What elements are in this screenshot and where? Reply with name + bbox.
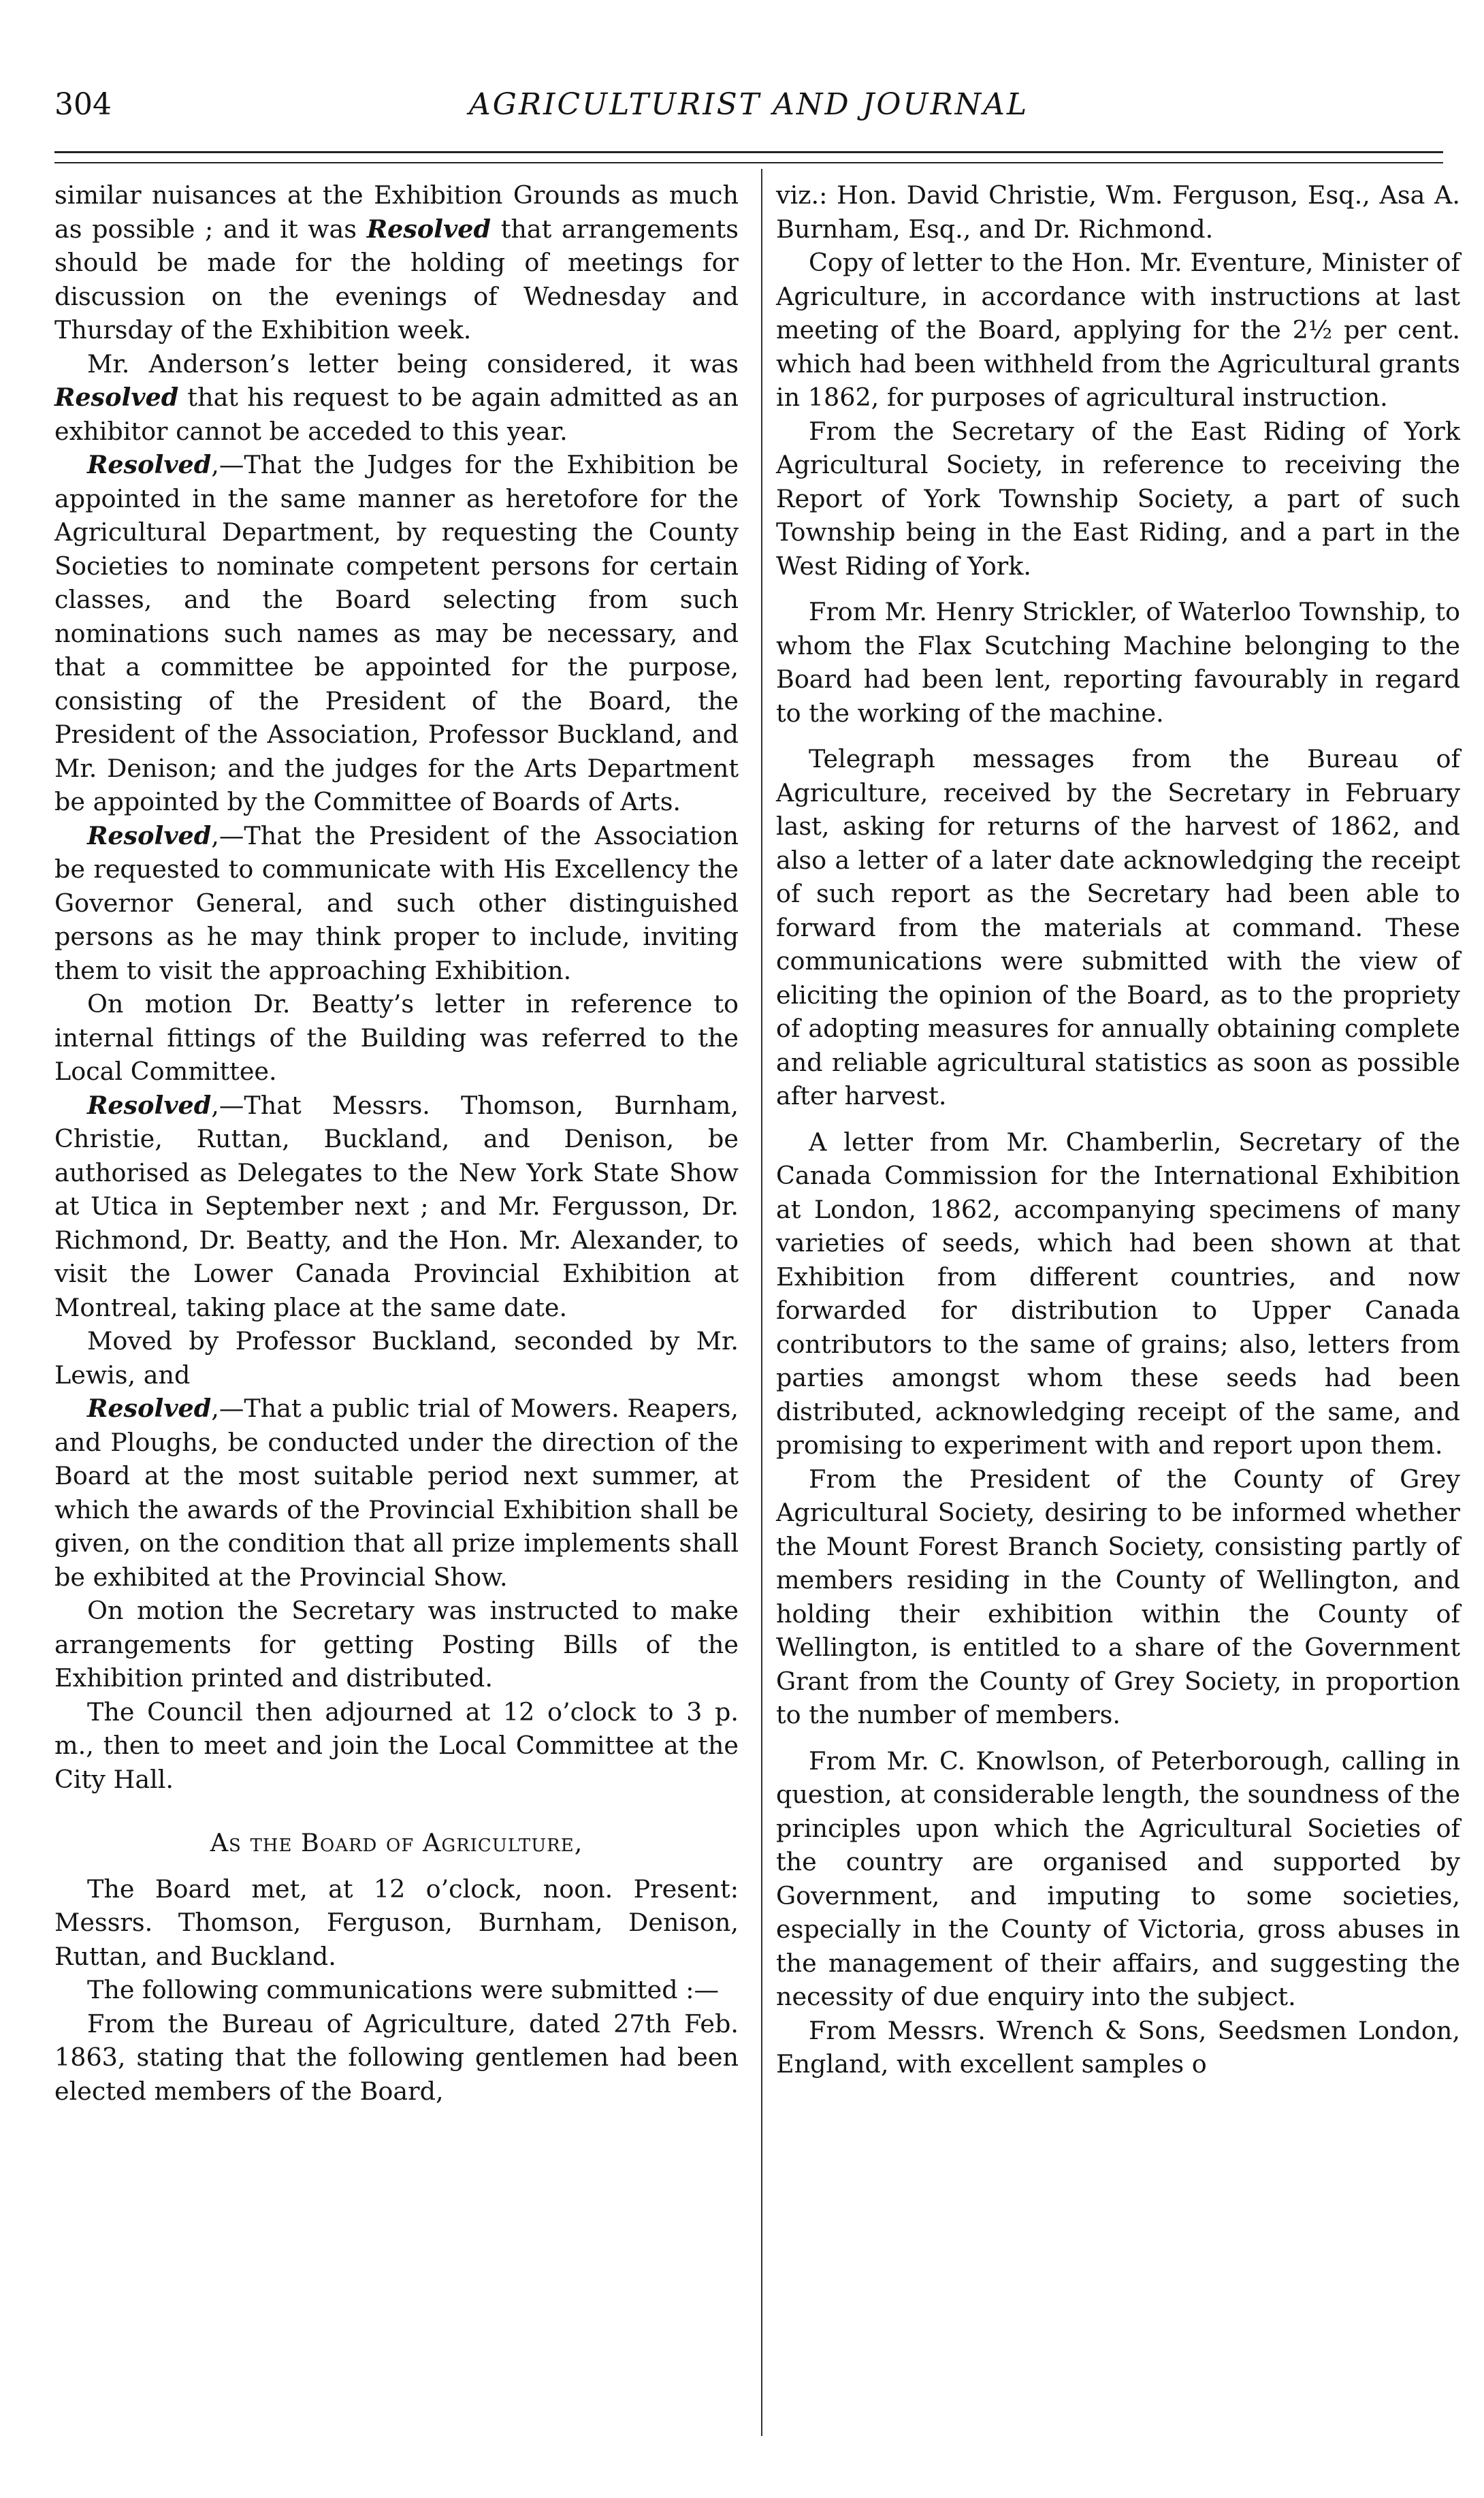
header-rule xyxy=(54,151,1443,153)
page-number: 304 xyxy=(54,87,112,122)
resolved-label: Resolved xyxy=(54,383,179,412)
paragraph: Copy of letter to the Hon. Mr. Eventure, Minister of Agriculture, in accordance with instructions at last meeting of the Board, applying for the 2½ per cent. which had been withheld from the Agricultural grants in 1862, for purposes of agricultural instruction. xyxy=(776,248,1460,412)
left-column xyxy=(54,178,739,2108)
paragraph: From the Bureau of Agriculture, dated 27th Feb. 1863, stating that the following gentlemen had been elected members of the Board, xyxy=(54,2008,739,2106)
paragraph: From Mr. Henry Strickler, of Waterloo Township, to whom the Flax Scutching Machine belonging to the Board had been lent, reporting favourably in regard to the working of the machine. xyxy=(776,597,1460,728)
paragraph: Resolved,—That Messrs. Thomson, Burnham, Christie, Ruttan, Buckland, and Denison, be authorised as Delegates to the New York State Show at Utica in September next ; and Mr. Fergusson, Dr. Richmond, Dr. Beatty, and the Hon. Mr. Alexander, to visit the Lower Canada Provincial Exhibition at Montreal, taking place at the same date. xyxy=(54,1090,739,1322)
paragraph: Resolved,—That the Judges for the Exhibition be appointed in the same manner as heretofore for the Agricultural Department, by requesting the County Societies to nominate competent persons for certain classes, and the Board selecting from such nominations such names as may be necessary, and that a committee be appointed for the purpose, consisting of the President of the Board, the President of the Association, Professor Buckland, and Mr. Denison; and the judges for the Arts Department be appointed by the Committee of Boards of Arts. xyxy=(54,450,739,816)
paragraph: similar nuisances at the Exhibition Grounds as much as possible ; and it was Resolved that arrangements should be made for the holding of meetings for discussion on the evenings of Wednesday and Thursday of the Exhibition week. xyxy=(54,180,739,345)
paragraph: On motion the Secretary was instructed to make arrangements for getting Posting Bills of the Exhibition printed and distributed. xyxy=(54,1596,739,1693)
paragraph: Telegraph messages from the Bureau of Agriculture, received by the Secretary in February last, asking for returns of the harvest of 1862, and also a letter of a later date acknowledging the receipt of such report as the Secretary had been able to forward from the materials at command. These communications were submitted with the view of eliciting the opinion of the Board, as to the propriety of adopting measures for annually obtaining complete and reliable agricultural statistics as soon as possible after harvest. xyxy=(776,744,1460,1110)
paragraph: A letter from Mr. Chamberlin, Secretary of the Canada Commission for the International Exhibition at London, 1862, accompanying specimens of many varieties of seeds, which had been shown at that Exhibition from different countries, and now forwarded for distribution to Upper Canada contributors to the same of grains; also, letters from parties amongst whom these seeds had been distributed, acknowledging receipt of the same, and promising to experiment with and report upon them. xyxy=(776,1127,1460,1460)
header-rule-secondary xyxy=(54,162,1443,163)
running-title: AGRICULTURIST AND JOURNAL xyxy=(468,87,1029,122)
paragraph: Resolved,—That the President of the Association be requested to communicate with His Excellency the Governor General, and such other distinguished persons as he may think proper to include, inviting them to visit the approaching Exhibition. xyxy=(54,820,739,985)
paragraph: From the Secretary of the East Riding of York Agricultural Society, in reference to receiving the Report of York Township Society, a part of such Township being in the East Riding, and a part in the West Riding of York. xyxy=(776,416,1460,581)
paragraph: From the President of the County of Grey Agricultural Society, desiring to be informed whether the Mount Forest Branch Society, consisting partly of members residing in the County of Wellington, and holding their exhibition within the County of Wellington, is entitled to a share of the Government Grant from the County of Grey Society, in proportion to the number of members. xyxy=(776,1464,1460,1729)
page-header xyxy=(54,87,1443,128)
paragraph: Resolved,—That a public trial of Mowers. Reapers, and Ploughs, be conducted under the direction of the Board at the most suitable period next summer, at which the awards of the Provincial Exhibition shall be given, on the condition that all prize implements shall be exhibited at the Provincial Show. xyxy=(54,1394,739,1592)
paragraph: Mr. Anderson’s letter being considered, it was Resolved that his request to be again admitted as an exhibitor cannot be acceded to this year. xyxy=(54,349,739,446)
paragraph: The following communications were submitted :— xyxy=(87,1975,720,2004)
resolved-label: Resolved xyxy=(87,820,212,850)
resolved-label: Resolved xyxy=(366,214,491,244)
paragraph: On motion Dr. Beatty’s letter in reference to internal fittings of the Building was referred to the Local Committee. xyxy=(54,989,739,1086)
resolved-label: Resolved xyxy=(87,1090,212,1120)
paragraph: viz.: Hon. David Christie, Wm. Ferguson, Esq., Asa A. Burnham, Esq., and Dr. Richmond. xyxy=(776,180,1460,244)
paragraph: The Council then adjourned at 12 o’clock to 3 p. m., then to meet and join the Local Committee at the City Hall. xyxy=(54,1697,739,1794)
right-column xyxy=(776,178,1460,2081)
section-heading: As the Board of Agriculture, xyxy=(210,1828,583,1857)
paragraph: From Messrs. Wrench & Sons, Seedsmen London, England, with excellent samples o xyxy=(776,2015,1460,2079)
column-divider xyxy=(761,169,762,2436)
resolved-label: Resolved xyxy=(87,450,212,479)
paragraph: From Mr. C. Knowlson, of Peterborough, calling in question, at considerable length, the soundness of the principles upon which the Agricultural Societies of the country are organised and supported by Government, and imputing to some societies, especially in the County of Victoria, gross abuses in the management of their affairs, and suggesting the necessity of due enquiry into the subject. xyxy=(776,1746,1460,2011)
resolved-label: Resolved xyxy=(87,1394,212,1423)
paragraph: The Board met, at 12 o’clock, noon. Present: Messrs. Thomson, Ferguson, Burnham, Denison, Ruttan, and Buckland. xyxy=(54,1874,739,1971)
paragraph: Moved by Professor Buckland, seconded by Mr. Lewis, and xyxy=(54,1326,739,1390)
